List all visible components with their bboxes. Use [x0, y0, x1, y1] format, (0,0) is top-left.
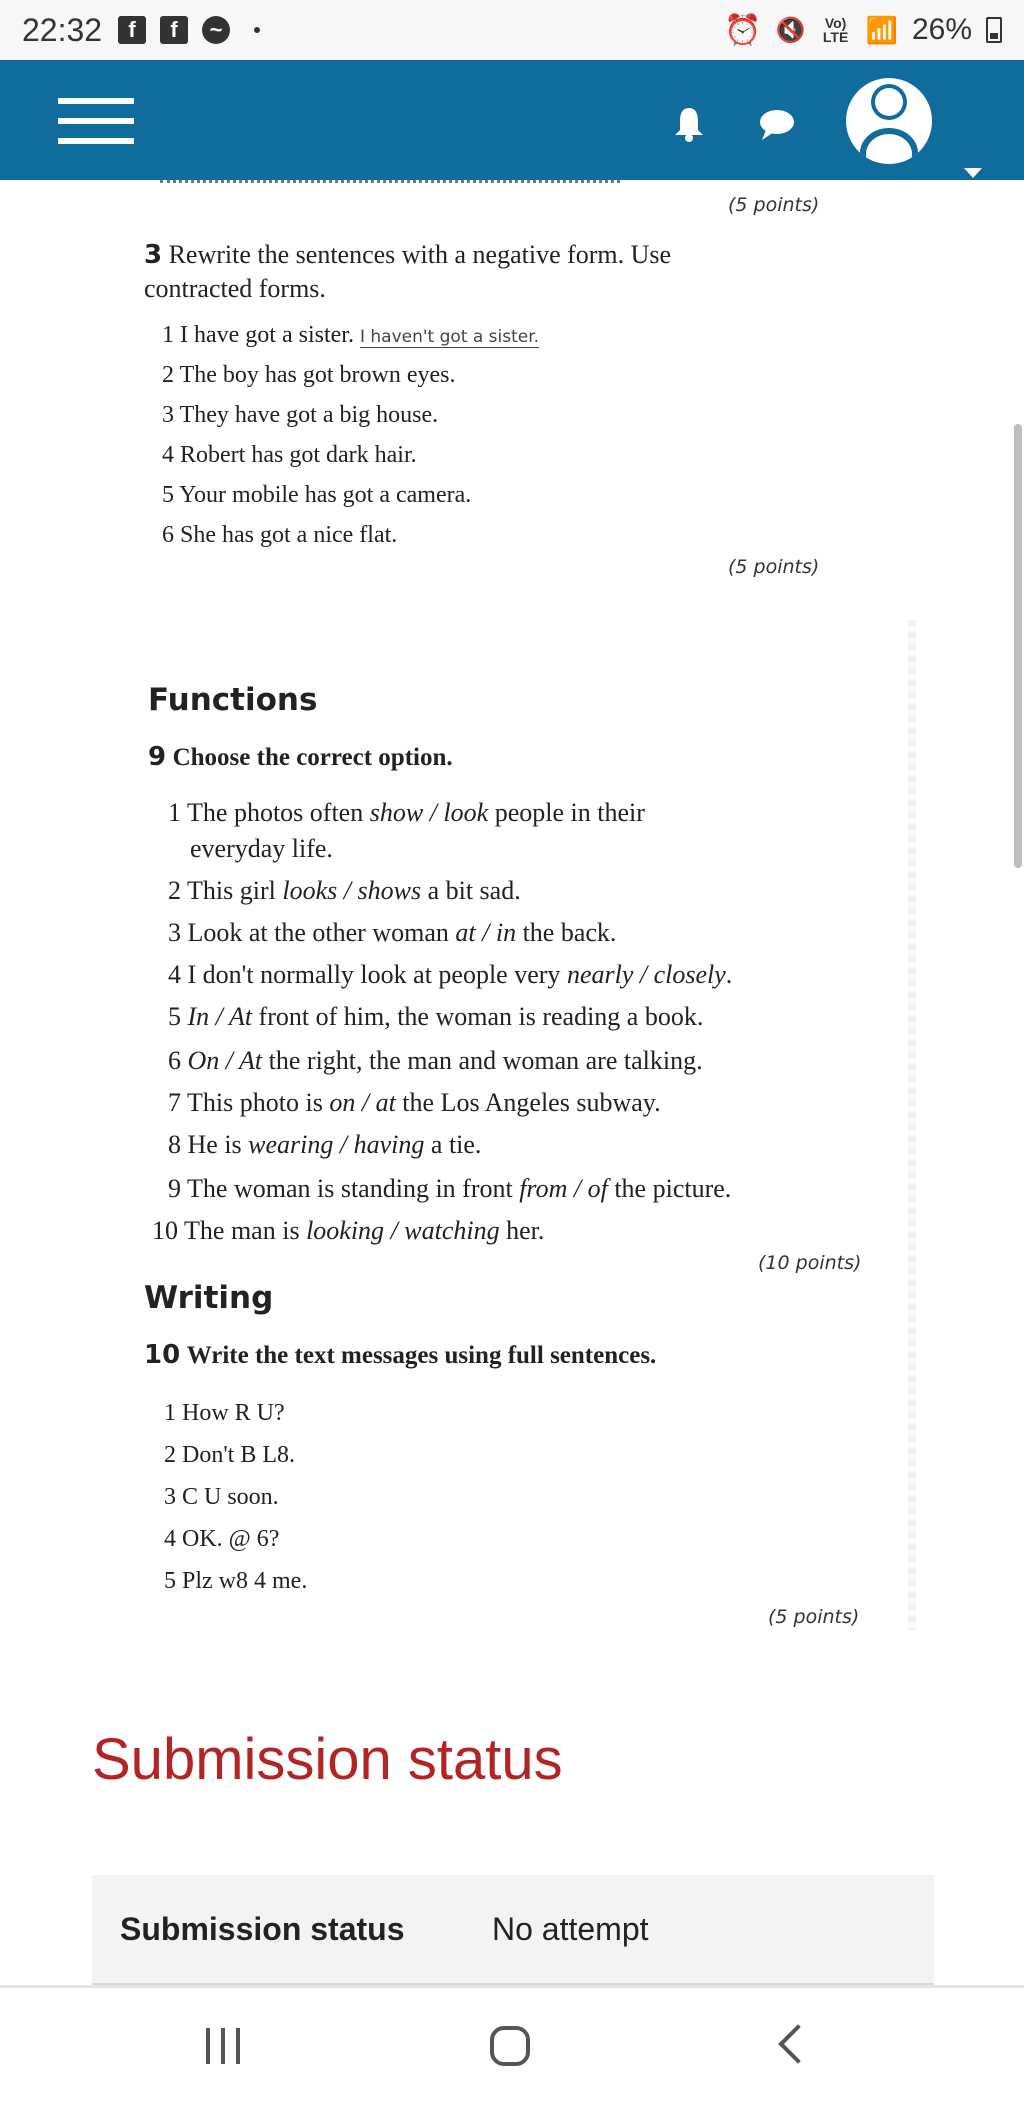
ex9-option: on — [329, 1088, 356, 1117]
ex9-text: / — [337, 876, 358, 905]
ex9-option: looks — [282, 876, 338, 905]
wifi-icon: 📶 — [865, 14, 898, 45]
ex3-item-5: 5 Your mobile has got a camera. — [162, 482, 472, 508]
functions-heading: Functions — [148, 682, 318, 718]
caret-down-icon[interactable] — [964, 168, 982, 178]
status-right — [724, 13, 1002, 48]
ex9-text: the back. — [516, 918, 617, 947]
ex3-title-line2: contracted forms. — [144, 274, 326, 303]
chat-icon[interactable] — [758, 108, 796, 142]
cut-off-text-line — [160, 180, 620, 188]
ex9-option: shows — [357, 876, 422, 905]
ex9-text: 8 He is — [168, 1130, 249, 1159]
submission-status-value: No attempt — [492, 1911, 649, 1947]
ex10-item-5: 5 Plz w8 4 me. — [164, 1568, 308, 1594]
ex9-item-3 — [168, 876, 521, 906]
ex9-item-8 — [168, 1088, 661, 1118]
home-icon[interactable] — [490, 2026, 530, 2066]
messenger-icon: ~ — [202, 16, 230, 44]
ex9-item-6 — [168, 1002, 703, 1032]
ex9-option: at — [455, 918, 476, 947]
ex9-text: / — [475, 918, 496, 947]
ex9-option: from — [519, 1174, 568, 1203]
ex3-number: 3 — [144, 240, 163, 270]
back-icon[interactable] — [778, 2024, 818, 2064]
ex9-text: / — [384, 1216, 405, 1245]
ex9-text: 4 I don't normally look at people very — [168, 960, 567, 989]
ex9-text: 1 The photos often — [168, 798, 370, 827]
android-nav-bar — [0, 1988, 1024, 2106]
ex9-title — [148, 740, 453, 775]
ex9-item-5 — [168, 960, 732, 990]
ex3-title — [144, 238, 671, 272]
ex9-text: 6 — [168, 1046, 188, 1075]
ex9-text: / — [209, 1002, 229, 1031]
ex9-text: a tie. — [424, 1130, 482, 1159]
page-edge-decoration — [908, 620, 916, 1630]
ex9-item-4 — [168, 918, 616, 948]
ex2-points: (5 points) — [728, 194, 820, 216]
ex10-points: (5 points) — [768, 1606, 860, 1628]
ex9-text: the Los Angeles subway. — [395, 1088, 661, 1117]
ex9-text: / — [333, 1130, 354, 1159]
ex9-text: 10 The man is — [152, 1216, 307, 1245]
status-time: 22:32 — [22, 11, 103, 48]
ex9-item-7 — [168, 1046, 703, 1076]
ex9-text: 5 — [168, 1002, 188, 1031]
ex9-option: at — [375, 1088, 396, 1117]
ex9-number: 9 — [148, 742, 167, 772]
ex9-option: In — [187, 1002, 210, 1031]
ex9-points: (10 points) — [758, 1252, 862, 1274]
ex9-item-10 — [168, 1174, 731, 1204]
ex9-item-11 — [152, 1216, 544, 1246]
ex9-item-1 — [168, 798, 645, 828]
battery-percent: 26% — [911, 13, 972, 46]
ex9-text: / — [219, 1046, 240, 1075]
page-scrollbar[interactable] — [1014, 424, 1022, 868]
ex10-item-3: 3 C U soon. — [164, 1484, 279, 1510]
worksheet-image — [0, 180, 1024, 1640]
ex3-item-2: 2 The boy has got brown eyes. — [162, 362, 456, 388]
submission-status-label: Submission status — [120, 1911, 405, 1947]
ex9-text: 2 This girl — [168, 876, 283, 905]
ex3-points: (5 points) — [728, 556, 820, 578]
ex9-text: the picture. — [607, 1174, 732, 1203]
ex3-answer-1: I haven't got a sister. — [359, 327, 540, 347]
ex3-item-6: 6 She has got a nice flat. — [162, 522, 398, 548]
user-avatar-icon[interactable] — [846, 78, 932, 164]
ex9-text: 7 This photo is — [168, 1088, 330, 1117]
writing-heading: Writing — [144, 1280, 274, 1316]
ex9-option: At — [239, 1046, 263, 1075]
ex9-option: look — [443, 798, 489, 827]
ex9-title-text: Choose the correct option. — [172, 744, 453, 771]
ex9-text: / — [423, 798, 444, 827]
submission-status-table — [92, 1875, 934, 1985]
ex9-text: her. — [499, 1216, 545, 1245]
ex9-text: a bit sad. — [421, 876, 521, 905]
ex9-text: / — [633, 960, 654, 989]
ex10-title — [144, 1338, 656, 1373]
facebook-icon: f — [160, 16, 188, 44]
ex10-item-4: 4 OK. @ 6? — [164, 1526, 280, 1552]
facebook-icon: f — [118, 16, 146, 44]
mute-icon: 🔇 — [775, 16, 806, 44]
ex9-option: having — [353, 1130, 425, 1159]
ex9-option: wearing — [248, 1130, 334, 1159]
bell-icon[interactable] — [672, 106, 706, 142]
ex9-option: in — [495, 918, 517, 947]
ex10-title-text: Write the text messages using full sentences. — [186, 1342, 657, 1369]
submission-status-heading: Submission status — [92, 1727, 563, 1792]
ex9-option: At — [228, 1002, 253, 1031]
alarm-icon: ⏰ — [724, 13, 762, 47]
ex9-text: people in their — [488, 798, 645, 827]
ex3-item-1: 1 I have got a sister. I haven't got a sister. — [162, 322, 540, 348]
status-bar — [0, 0, 1024, 60]
hamburger-menu-icon[interactable] — [58, 98, 134, 144]
ex9-option: On — [187, 1046, 220, 1075]
ex9-text: the right, the man and woman are talking. — [262, 1046, 703, 1075]
ex9-option: closely — [653, 960, 726, 989]
ex3-title-line1: Rewrite the sentences with a negative form. Use — [168, 240, 672, 269]
ex9-option: of — [587, 1174, 608, 1203]
battery-icon — [986, 17, 1002, 43]
ex9-text: everyday life. — [190, 834, 333, 863]
ex9-item-9 — [168, 1130, 481, 1160]
ex9-option: nearly — [566, 960, 634, 989]
ex9-text: . — [725, 960, 733, 989]
ex9-text: front of him, the woman is reading a book. — [252, 1002, 704, 1031]
ex9-option: show — [369, 798, 424, 827]
network-label: Vo) LTE — [822, 15, 849, 45]
ex10-item-1: 1 How R U? — [164, 1400, 285, 1426]
ex9-option: looking — [306, 1216, 385, 1245]
ex10-number: 10 — [144, 1340, 181, 1370]
ex9-text: / — [567, 1174, 588, 1203]
ex9-text: 9 The woman is standing in front — [168, 1174, 520, 1203]
ex3-item-4: 4 Robert has got dark hair. — [162, 442, 417, 468]
notification-dot-icon — [254, 27, 260, 33]
ex3-item-3: 3 They have got a big house. — [162, 402, 439, 428]
ex10-item-2: 2 Don't B L8. — [164, 1442, 295, 1468]
ex9-text: 3 Look at the other woman — [168, 918, 456, 947]
recent-apps-icon[interactable] — [206, 2028, 240, 2064]
ex9-text: / — [355, 1088, 376, 1117]
ex9-item-2 — [190, 834, 333, 864]
ex9-option: watching — [404, 1216, 500, 1245]
app-header — [0, 60, 1024, 180]
